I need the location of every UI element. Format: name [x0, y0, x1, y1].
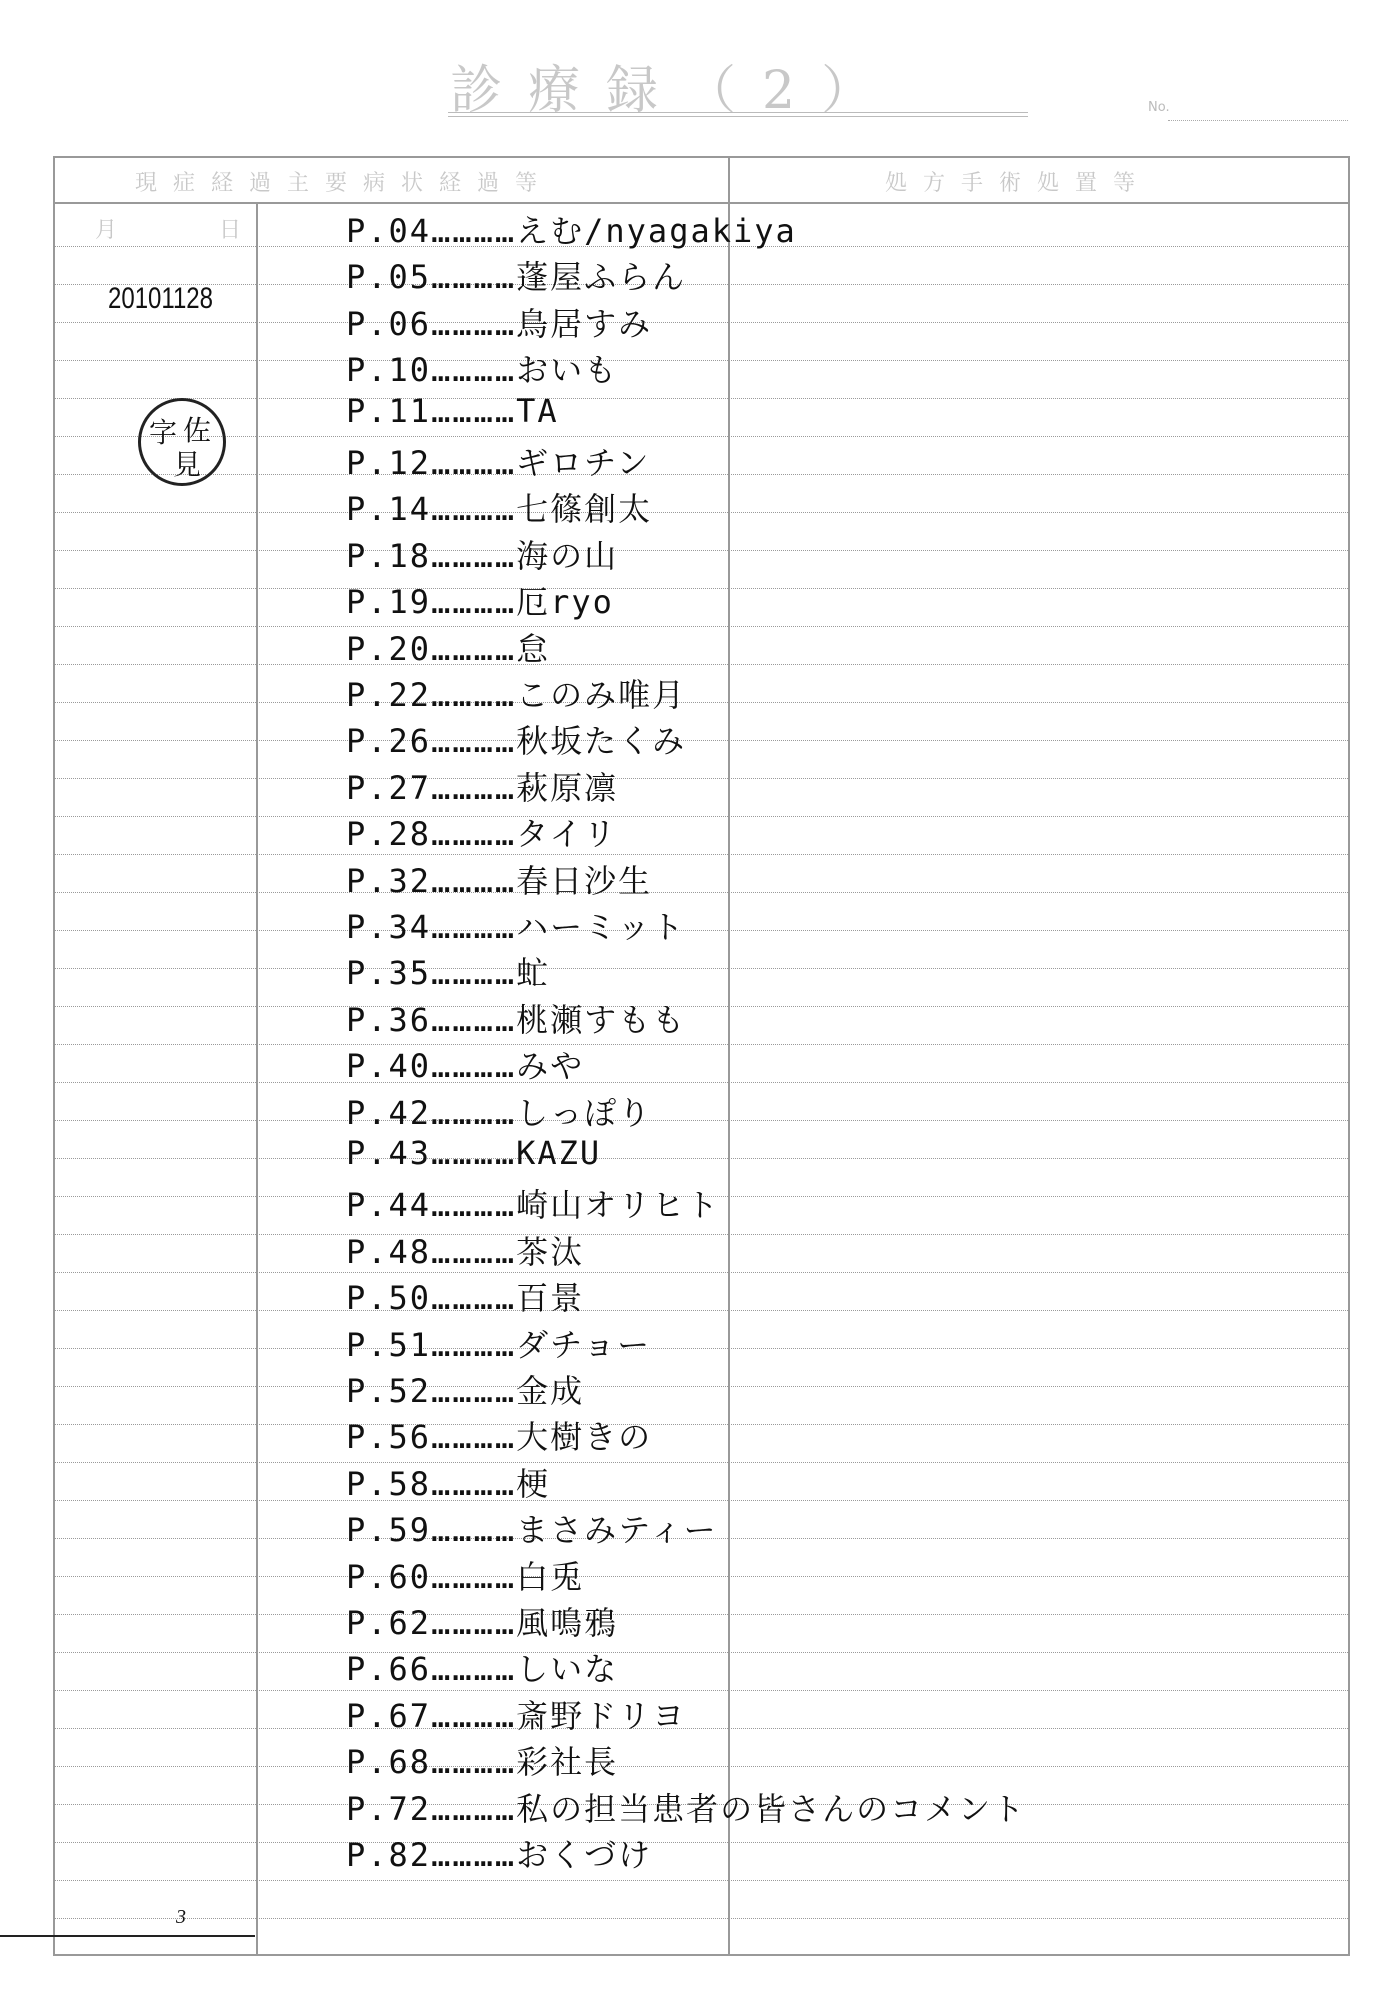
row-rule	[55, 550, 1348, 551]
row-rule	[55, 1272, 1348, 1273]
dot-leader: …………	[431, 1047, 517, 1086]
page-number-rule	[0, 1935, 255, 1937]
page-reference: P.04	[346, 212, 432, 250]
page-reference: P.43	[346, 1134, 432, 1172]
list-item	[346, 948, 550, 994]
dot-leader: …………	[431, 1511, 517, 1550]
page-reference: P.82	[346, 1836, 432, 1874]
row-rule	[55, 816, 1348, 817]
page-reference: P.20	[346, 629, 432, 668]
author-name: 大樹きの	[516, 1418, 653, 1457]
list-item	[346, 763, 618, 809]
page-reference: P.14	[346, 490, 432, 529]
list-item	[346, 1134, 601, 1172]
left-column-header: 現症経過主要病状経過等	[135, 171, 554, 196]
column-divider	[728, 158, 730, 1954]
page-reference: P.72	[346, 1789, 432, 1828]
list-item	[346, 902, 686, 948]
author-name: 海の山	[516, 536, 619, 575]
page-reference: P.10	[346, 351, 432, 390]
dot-leader: …………	[431, 768, 517, 807]
row-rule	[55, 702, 1348, 703]
row-rule	[55, 1082, 1348, 1083]
dot-leader: …………	[431, 954, 517, 993]
row-rule	[55, 1158, 1348, 1159]
page-reference: P.66	[346, 1650, 432, 1689]
dot-leader: …………	[431, 1743, 517, 1782]
page-reference: P.27	[346, 768, 432, 807]
dot-leader: …………	[431, 1604, 517, 1642]
page-reference: P.68	[346, 1743, 432, 1782]
list-item	[346, 299, 652, 345]
page-reference: P.11	[346, 391, 432, 430]
dot-leader: …………	[431, 1418, 517, 1457]
list-item	[346, 531, 618, 577]
dot-leader: …………	[431, 1650, 517, 1689]
list-item	[346, 345, 618, 391]
author-name: 虻	[516, 954, 551, 993]
row-rule	[55, 930, 1348, 931]
row-rule	[55, 664, 1348, 665]
row-rule	[55, 1044, 1348, 1045]
page-reference: P.32	[346, 861, 432, 900]
author-name: おくづけ	[516, 1836, 653, 1874]
dot-leader: …………	[431, 391, 517, 430]
list-item	[346, 1088, 652, 1134]
page-reference: P.44	[346, 1186, 432, 1225]
dot-leader: …………	[431, 1789, 517, 1828]
author-name: しっぽり	[516, 1093, 653, 1132]
page-reference: P.22	[346, 676, 432, 714]
row-rule	[55, 284, 1348, 285]
list-item	[346, 1505, 718, 1551]
author-name: 七篠創太	[516, 490, 653, 529]
page-reference: P.50	[346, 1279, 432, 1318]
page-reference: P.48	[346, 1232, 432, 1271]
page-reference: P.26	[346, 722, 432, 761]
author-name: ダチョー	[516, 1325, 652, 1364]
author-name: おいも	[516, 351, 619, 390]
page-reference: P.60	[346, 1557, 432, 1596]
author-name: このみ唯月	[516, 676, 687, 714]
list-item	[346, 484, 652, 530]
list-item	[346, 995, 686, 1041]
header-rule	[55, 202, 1348, 204]
record-number-label: No.	[1148, 100, 1170, 115]
date-column-header: 月 日	[95, 218, 282, 243]
author-name: えむ/nyagakiya	[516, 212, 797, 250]
row-rule	[55, 1424, 1348, 1425]
dot-leader: …………	[431, 304, 517, 343]
page-reference: P.51	[346, 1325, 432, 1364]
list-item	[346, 1041, 584, 1087]
author-name: 怠	[516, 629, 551, 668]
page-number: 3	[176, 1906, 186, 1928]
page-reference: P.05	[346, 258, 432, 297]
author-name: TA	[516, 391, 559, 430]
row-rule	[55, 588, 1348, 589]
author-name: 彩社長	[516, 1743, 619, 1782]
page-reference: P.19	[346, 583, 432, 622]
record-sheet	[53, 156, 1350, 1956]
page-reference: P.36	[346, 1000, 432, 1039]
dot-leader: …………	[431, 1836, 517, 1874]
dot-leader: …………	[431, 1557, 517, 1596]
right-column-header: 処方手術処置等	[885, 171, 1152, 196]
row-rule	[55, 1766, 1348, 1767]
author-name: 金成	[516, 1372, 585, 1410]
row-rule	[55, 436, 1348, 437]
author-name: ハーミット	[516, 908, 686, 946]
dot-leader: …………	[431, 583, 517, 622]
dot-leader: …………	[431, 1372, 517, 1410]
dot-leader: …………	[431, 1186, 517, 1225]
list-item	[346, 1366, 584, 1412]
row-rule	[55, 1310, 1348, 1311]
dot-leader: …………	[431, 676, 517, 714]
dot-leader: …………	[431, 861, 517, 900]
row-rule	[55, 1006, 1348, 1007]
row-rule	[55, 778, 1348, 779]
list-item	[346, 1552, 584, 1598]
author-name: 梗	[516, 1464, 551, 1503]
row-rule	[55, 1728, 1348, 1729]
list-item	[346, 1691, 686, 1737]
row-rule	[55, 1690, 1348, 1691]
dot-leader: …………	[431, 908, 517, 946]
row-rule	[55, 740, 1348, 741]
dot-leader: …………	[431, 1696, 517, 1735]
author-name: 萩原凛	[516, 768, 619, 807]
author-name: 桃瀬すもも	[516, 1000, 687, 1039]
dot-leader: …………	[431, 1279, 517, 1318]
dot-leader: …………	[431, 258, 517, 297]
page-reference: P.59	[346, 1511, 432, 1550]
author-name: まさみティー	[516, 1511, 718, 1550]
document-title: 診療録（2）	[450, 61, 900, 121]
dot-leader: …………	[431, 1093, 517, 1132]
row-rule	[55, 1348, 1348, 1349]
row-rule	[55, 1880, 1348, 1881]
page-reference: P.35	[346, 954, 432, 993]
author-name: 白兎	[516, 1557, 585, 1596]
row-rule	[55, 360, 1348, 361]
dot-leader: …………	[431, 212, 517, 250]
dot-leader: …………	[431, 351, 517, 390]
page-reference: P.62	[346, 1604, 432, 1642]
list-item	[346, 206, 797, 252]
author-name: しいな	[516, 1650, 619, 1689]
row-rule	[55, 1234, 1348, 1235]
dot-leader: …………	[431, 536, 517, 575]
row-rule	[55, 1918, 1348, 1919]
author-name: 崎山オリヒト	[516, 1186, 721, 1225]
list-item	[346, 1644, 618, 1690]
seal-char: 字	[149, 416, 178, 449]
list-item	[346, 670, 686, 716]
list-item	[346, 1830, 652, 1876]
row-rule	[55, 1500, 1348, 1501]
author-name: 百景	[516, 1279, 585, 1318]
page-reference: P.52	[346, 1372, 432, 1410]
row-rule	[55, 398, 1348, 399]
date-column-divider	[256, 202, 258, 1954]
name-seal-stamp	[138, 398, 226, 486]
dot-leader: …………	[431, 722, 517, 761]
row-rule	[55, 968, 1348, 969]
list-item	[346, 392, 559, 430]
dot-leader: …………	[431, 629, 517, 668]
author-name: KAZU	[516, 1134, 602, 1172]
dot-leader: …………	[431, 1000, 517, 1039]
dot-leader: …………	[431, 444, 517, 482]
page-reference: P.67	[346, 1696, 432, 1735]
row-rule	[55, 626, 1348, 627]
list-item	[346, 856, 652, 902]
list-item	[346, 716, 686, 762]
page-reference: P.58	[346, 1464, 432, 1503]
list-item	[346, 1459, 550, 1505]
author-name: 春日沙生	[516, 861, 653, 900]
row-rule	[55, 1652, 1348, 1653]
row-rule	[55, 322, 1348, 323]
list-item	[346, 1320, 651, 1366]
title-underline	[448, 112, 1028, 117]
author-name: 蓬屋ふらん	[516, 258, 687, 297]
page-reference: P.42	[346, 1093, 432, 1132]
list-item	[346, 252, 686, 298]
author-name: タイリ	[516, 815, 618, 854]
page-reference: P.40	[346, 1047, 432, 1086]
list-item	[346, 1737, 618, 1783]
list-item	[346, 438, 651, 484]
list-item	[346, 809, 618, 855]
list-item	[346, 1598, 618, 1644]
page-reference: P.12	[346, 444, 432, 482]
list-item	[346, 1412, 652, 1458]
row-rule	[55, 1614, 1348, 1615]
author-name: みや	[516, 1047, 585, 1086]
seal-char: 佐	[183, 414, 212, 447]
list-item	[346, 1784, 1026, 1830]
visit-date: 20101128	[108, 282, 213, 315]
row-rule	[55, 1462, 1348, 1463]
row-rule	[55, 1386, 1348, 1387]
page-reference: P.28	[346, 815, 432, 854]
author-name: 茶汰	[516, 1232, 585, 1271]
list-item	[346, 624, 550, 670]
author-name: 厄ryo	[516, 583, 614, 622]
row-rule	[55, 512, 1348, 513]
record-number-line	[1168, 120, 1348, 121]
row-rule	[55, 1576, 1348, 1577]
dot-leader: …………	[431, 815, 517, 854]
dot-leader: …………	[431, 1134, 517, 1172]
row-rule	[55, 892, 1348, 893]
list-item	[346, 1273, 584, 1319]
author-name: ギロチン	[516, 444, 651, 482]
author-name: 秋坂たくみ	[516, 722, 687, 761]
author-name: 斎野ドリヨ	[516, 1696, 687, 1735]
dot-leader: …………	[431, 490, 517, 529]
seal-char: 見	[173, 448, 202, 481]
page-reference: P.18	[346, 536, 432, 575]
list-item	[346, 1180, 720, 1226]
row-rule	[55, 854, 1348, 855]
dot-leader: …………	[431, 1232, 517, 1271]
author-name: 風鳴鴉	[516, 1604, 619, 1642]
list-item	[346, 577, 614, 623]
list-item	[346, 1227, 584, 1273]
author-name: 私の担当患者の皆さんのコメント	[516, 1789, 1027, 1828]
author-name: 鳥居すみ	[516, 304, 653, 343]
dot-leader: …………	[431, 1464, 517, 1503]
dot-leader: …………	[431, 1325, 517, 1364]
page-reference: P.06	[346, 304, 432, 343]
row-rule	[55, 1120, 1348, 1121]
row-rule	[55, 474, 1348, 475]
page-reference: P.56	[346, 1418, 432, 1457]
row-rule	[55, 1842, 1348, 1843]
page-reference: P.34	[346, 908, 432, 946]
